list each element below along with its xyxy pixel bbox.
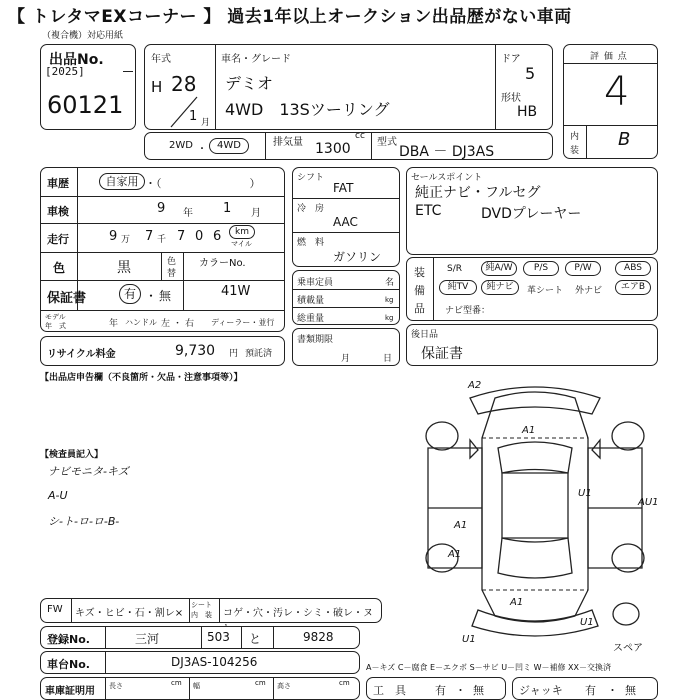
recycle-label: リサイクル料金 [47,349,116,360]
sales-point-box [406,167,658,255]
sales-point-label: セールスポイント [411,173,483,183]
mileage-mile-unit: マイル [231,240,252,248]
attachments-box [406,324,658,366]
tools-row [366,677,506,700]
spec-box [292,167,400,267]
model-label: 型式 [377,137,397,148]
load-label: 積載量 [297,296,325,306]
mileage-digit-3: 6 [213,229,222,244]
damage-mark-rear-right: U1 [580,617,594,628]
equip-sunroof: S/R [447,264,462,274]
tools-separator: ・ [455,684,466,697]
warranty-label: 保証書 [47,291,87,306]
year-month: 1 [189,109,198,124]
fuel-label: 燃 料 [297,238,325,248]
jack-no: 無 [625,684,636,697]
size-cert-row [40,677,360,700]
warranty-yes-circled: 有 [119,284,141,304]
car-name-label: 車名・グレード [221,54,291,65]
jack-row [512,677,658,700]
doors-label: ドア [501,54,521,65]
registration-number: 9828 [303,630,334,644]
lot-number-box [40,44,136,130]
inspection-label: 車検 [47,205,69,218]
damage-mark-rear: A1 [510,597,524,608]
grade-score-label: 評 価 点 [590,52,628,62]
size-width-label: 幅 [193,682,200,690]
aircon-value: AAC [333,215,358,229]
damage-mark-front: A2 [468,380,482,391]
year-month-unit: 月 [201,118,211,128]
doc-deadline-day: 日 [383,354,393,364]
inspector-label: 【検査員記入】 [40,450,104,460]
car-grade: 4WD 13Sツーリング [225,100,390,119]
mileage-sen-unit: 千 [157,235,167,245]
capacity-box [292,270,400,325]
mileage-man: 9 [109,229,118,244]
inspector-note-3: シ-ト-ロ-ロ-B- [48,515,120,528]
mileage-km-circled: km [229,225,255,239]
history-other: ・（ ） [145,177,261,190]
inspector-note-2: A-U [48,489,68,502]
registration-class: 503 [207,630,230,644]
size-width-unit: cm [255,679,266,687]
jack-yes: 有 [585,684,596,697]
shape-value: HB [517,104,538,120]
doors-value: 5 [525,64,536,83]
equip-leather-seat: 革シート [527,286,564,296]
damage-mark-rear-left: U1 [462,634,476,645]
jack-separator: ・ [607,684,618,697]
grade-score-box [563,44,658,159]
lot-number: 60121 [47,91,124,119]
car-damage-diagram [410,378,660,640]
capacity-unit: 名 [385,278,395,288]
mileage-label: 走行 [47,233,69,246]
fw-label: FW [47,604,63,615]
chassis-label: 車台No. [47,658,90,671]
displacement-label: 排気量 [273,137,303,148]
attachments-label: 後日品 [411,330,439,340]
warranty-no: 無 [159,289,172,303]
inspection-year: 9 [157,201,166,216]
size-cert-label: 車庫証明用 [45,686,95,697]
spare-label: スペア [613,643,643,654]
chassis-value: DJ3AS-104256 [171,655,258,669]
mileage-digit-2: 0 [195,229,204,244]
fw-text: キズ・ヒビ・石・割レ× [75,608,184,619]
load-unit: kg [385,296,394,304]
lot-label: 出品No. [49,52,104,68]
damage-legend: A－キズ C－腐食 E－エクボ S－サビ U－凹ミ W－補修 XX－交換済 [366,663,612,672]
car-name: デミオ [225,74,274,93]
interior-label-2: 装 [570,146,580,156]
inspection-month-unit: 月 [251,208,261,219]
doc-deadline-month: 月 [341,354,351,364]
model-year-unit: 年 [109,319,119,329]
damage-mark-left-door: A1 [454,520,468,531]
capacity-label: 乗車定員 [297,278,334,288]
interior-score-value: B [618,129,631,150]
equip-power-steering: P/S [523,261,559,276]
vehicle-info-box [144,44,553,130]
color-label: 色 [53,261,66,275]
size-height-label: 高さ [277,682,291,690]
size-length-unit: cm [171,679,182,687]
damage-mark-left-rear: A1 [448,549,462,560]
interior-label-1: 内 [570,132,580,142]
sales-point-line2-etc: ETC [415,203,442,219]
size-height-unit: cm [339,679,350,687]
tools-no: 無 [473,684,484,697]
equip-alloy-wheel-circled: 純A/W [481,261,517,276]
mileage-man-unit: 万 [121,235,131,245]
equip-tv-circled: 純TV [439,280,477,295]
model-value: DBA － DJ3AS [399,144,495,160]
mileage-digit-1: 7 [177,229,186,244]
shift-value: FAT [333,181,354,195]
equipment-box [406,257,658,321]
registration-area: 三河 [135,632,160,646]
recycle-note: 預託済 [245,349,273,359]
seat-label-1: シート [191,601,212,609]
year-era: H [151,78,163,96]
registration-label: 登録No. [47,633,90,646]
color-change-label-2: 替 [167,269,177,279]
doc-deadline-label: 書類期限 [297,335,334,345]
color-no-label: カラーNo. [199,258,246,269]
handle-separator: ・ [173,319,183,329]
equip-abs: ABS [615,261,651,276]
navi-model-label: ナビ型番： [445,306,491,316]
lot-year-tag: [2025] [45,65,85,78]
year-label: 年式 [151,54,171,65]
fw-seat-row [40,598,382,623]
declaration-label: 【出品店申告欄（不良箇所・欠品・注意事項等）】 [40,373,243,383]
handle-label: ハンドル [125,318,157,327]
equipment-label-2: 備 [414,284,425,297]
inspector-note-1: ナビモニタ-キズ [48,465,129,478]
weight-label: 総重量 [297,314,325,324]
damage-mark-hood: A1 [522,425,536,436]
sales-point-line1: 純正ナビ・フルセグ [415,185,541,201]
inspection-year-unit: 年 [183,208,193,219]
drive-4wd-circled: 4WD [209,138,249,154]
history-circled: 自家用 [99,173,145,190]
recycle-box [40,336,285,366]
recycle-unit: 円 [229,349,239,359]
sub-header: （複合機）対応用紙 [42,31,124,41]
drive-2wd: 2WD [169,140,193,151]
dealer-import-label: ディーラー・並行 [211,318,275,327]
warranty-separator: ・ [145,289,158,303]
weight-unit: kg [385,314,394,322]
tools-label: 工 具 [373,684,406,697]
shape-label: 形状 [501,93,521,104]
seat-text: コゲ・穴・汚レ・シミ・破レ・ヌ [223,608,373,619]
history-label: 車歴 [47,177,69,190]
attachments-value: 保証書 [421,346,463,362]
drive-row [144,132,553,160]
inspection-month: 1 [223,201,232,216]
size-length-label: 長さ [109,682,123,690]
model-year-label-2: 年 式 [45,322,66,330]
grade-score-value: 4 [604,69,630,115]
tools-yes: 有 [435,684,446,697]
year-value: 28 [171,72,197,96]
drive-separator: ・ [197,144,207,155]
color-change-label-1: 色 [167,257,177,267]
jack-label: ジャッキ [519,684,563,697]
model-year-label-1: モデル [45,313,66,321]
displacement-unit: cc [355,131,365,141]
sales-point-line2-dvd: DVDプレーヤー [481,206,582,222]
color-value: 黒 [117,260,131,276]
doc-deadline-box [292,328,400,366]
equip-airbag: エアB [615,280,651,295]
equip-power-window: P/W [565,261,601,276]
recycle-value: 9,730 [175,343,216,359]
chassis-row [40,651,360,674]
aircon-label: 冷 房 [297,204,325,214]
damage-mark-right-door: U1 [578,488,592,499]
equipment-label-1: 装 [414,266,425,279]
color-no-value: 41W [221,284,251,299]
page-header-title: 【 トレタマEXコーナー 】 過去1年以上オークション出品歴がない車両 [8,7,572,27]
mileage-sen: 7 [145,229,154,244]
equipment-label-3: 品 [414,302,425,315]
seat-label-2: 内 装 [191,611,212,619]
displacement-value: 1300 [315,141,351,157]
damage-mark-right-side: AU1 [638,497,659,508]
detail-left-box [40,167,285,332]
registration-row [40,626,360,649]
equip-aftermarket-navi: 外ナビ [575,286,603,296]
equip-navi-circled: 純ナビ [481,280,519,295]
fuel-value: ガソリン [333,250,382,264]
handle-right: 右 [185,319,195,329]
handle-left: 左 [161,319,171,329]
shift-label: シフト [297,173,325,183]
registration-kana: と [249,632,262,646]
